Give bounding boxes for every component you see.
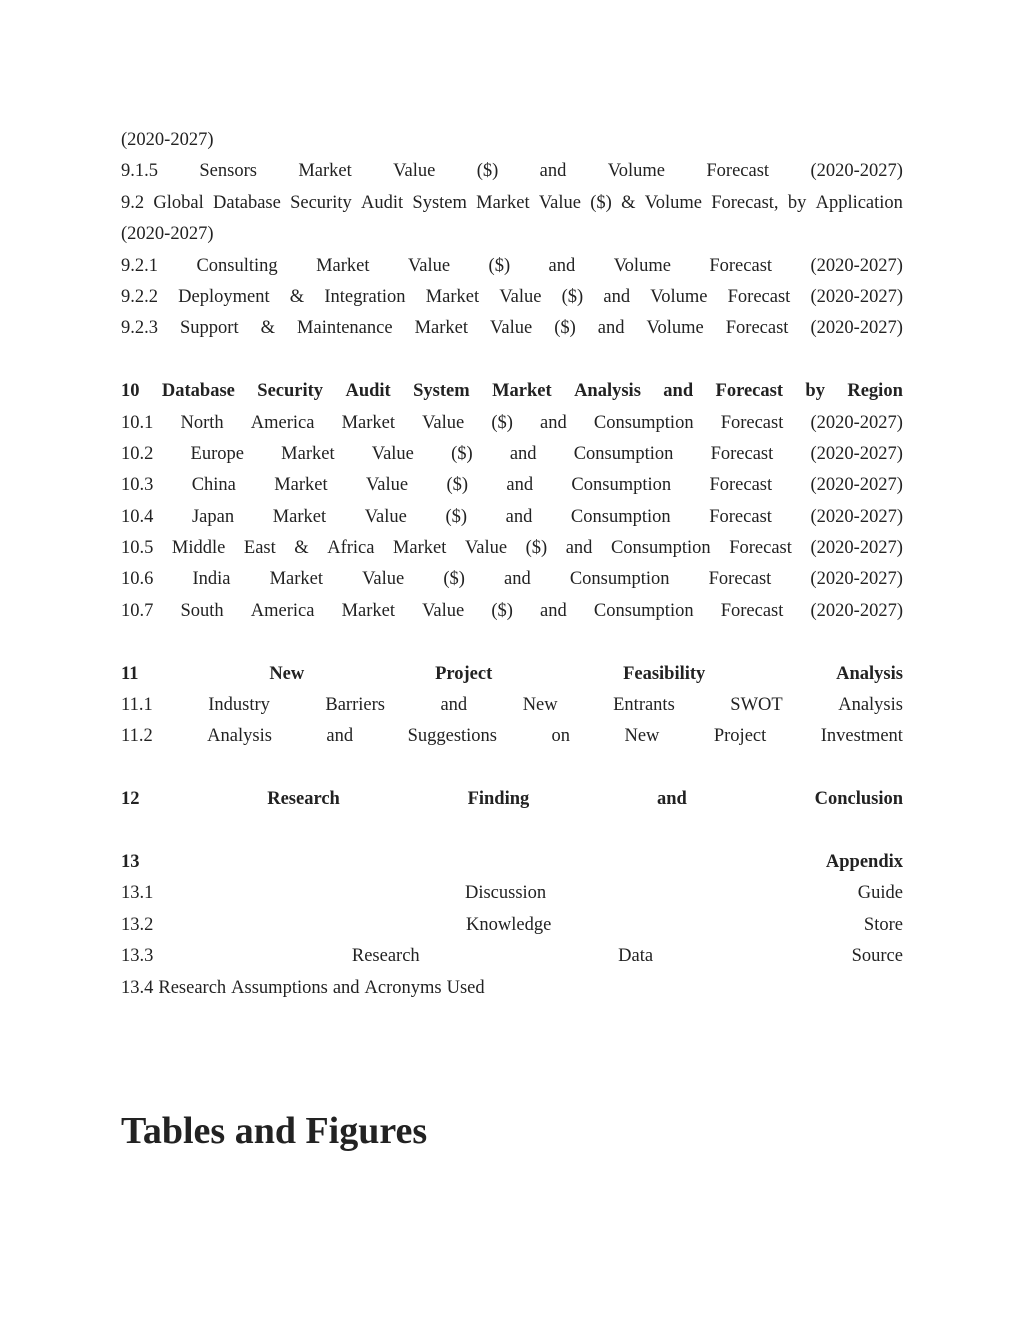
toc-section-heading	[121, 659, 903, 690]
toc-entry	[121, 564, 903, 595]
toc-word: 11	[121, 663, 139, 684]
toc-word: Consumption	[610, 538, 711, 559]
toc-word: and	[440, 695, 468, 716]
toc-word: Data	[618, 946, 654, 967]
toc-entry	[121, 941, 903, 972]
toc-word: &	[294, 538, 309, 559]
toc-word: Forecast	[709, 506, 772, 527]
toc-word: Source	[851, 946, 903, 967]
toc-word: Audit	[345, 381, 391, 402]
toc-word: and	[540, 412, 567, 433]
toc-entry	[121, 439, 903, 470]
toc-word: &	[260, 318, 276, 339]
toc-word: Knowledge	[466, 914, 552, 935]
toc-word: 10.1	[121, 412, 154, 433]
toc-word: and	[597, 318, 625, 339]
toc-word: on	[551, 726, 570, 747]
toc-word: Volume	[646, 318, 704, 339]
toc-word: Market	[281, 443, 335, 464]
toc-word: Value	[371, 443, 414, 464]
toc-word: Market	[392, 538, 447, 559]
toc-word: &	[289, 286, 305, 307]
toc-word: India	[192, 569, 231, 590]
toc-word: Maintenance	[297, 318, 393, 339]
toc-word: South	[180, 600, 224, 621]
toc-section-heading	[121, 376, 903, 407]
toc-word: and	[332, 977, 360, 998]
toc-word: Value	[364, 506, 407, 527]
toc-word: and	[548, 255, 576, 276]
toc-entry	[121, 502, 903, 533]
toc-word: Market	[272, 506, 327, 527]
toc-word: (2020-2027)	[810, 506, 903, 527]
toc-word: Research	[267, 789, 340, 810]
toc-word: and	[540, 600, 567, 621]
toc-word: and	[326, 726, 354, 747]
toc-word: ($)	[476, 161, 499, 182]
toc-word: (2020-2027)	[810, 286, 903, 307]
toc-word: Audit	[361, 192, 404, 213]
table-of-contents	[121, 125, 903, 1004]
toc-word: Database	[213, 192, 281, 213]
toc-word: 9.2.2	[121, 286, 158, 307]
toc-word: America	[250, 412, 315, 433]
toc-word: Feasibility	[623, 663, 706, 684]
toc-word: Africa	[327, 538, 375, 559]
toc-word: Market	[274, 475, 328, 496]
toc-word: (2020-2027)	[810, 443, 903, 464]
toc-word: Region	[847, 381, 903, 402]
toc-section-heading	[121, 784, 903, 815]
toc-word: Forecast	[715, 381, 783, 402]
toc-word: Market	[492, 381, 552, 402]
toc-word: &	[621, 192, 636, 213]
toc-word: Volume	[607, 161, 665, 182]
toc-word: East	[243, 538, 276, 559]
toc-word: Industry	[208, 695, 270, 716]
toc-word: 11.1	[121, 695, 153, 716]
toc-word: Discussion	[464, 883, 547, 904]
toc-entry	[121, 470, 903, 501]
toc-word: 10.6	[121, 569, 154, 590]
toc-word: Volume	[644, 192, 702, 213]
toc-word: and	[505, 506, 533, 527]
toc-entry	[121, 533, 903, 564]
toc-word: Forecast	[709, 475, 773, 496]
toc-entry	[121, 219, 903, 250]
toc-word: Analysis	[836, 663, 903, 684]
toc-word: Value	[490, 318, 533, 339]
toc-word: Investment	[820, 726, 903, 747]
toc-word: ($)	[554, 318, 576, 339]
toc-word: (2020-2027)	[810, 569, 903, 590]
toc-word: and	[663, 381, 694, 402]
toc-word: Database	[161, 381, 235, 402]
toc-word: 10	[121, 381, 140, 402]
toc-word: 9.2	[121, 192, 145, 213]
toc-word: Value	[422, 600, 465, 621]
toc-word: (2020-2027)	[121, 130, 214, 150]
toc-word: 9.1.5	[121, 161, 158, 182]
toc-word: Value	[393, 161, 436, 182]
toc-entry	[121, 156, 903, 187]
toc-entry	[121, 690, 903, 721]
toc-word: and	[539, 161, 567, 182]
toc-word: Research	[351, 946, 420, 967]
toc-entry	[121, 596, 903, 627]
toc-entry	[121, 878, 903, 909]
toc-word: Forecast	[710, 443, 774, 464]
toc-word: Forecast	[706, 161, 770, 182]
toc-word: Security	[257, 381, 324, 402]
toc-word: ($)	[446, 475, 469, 496]
toc-word: Application	[815, 192, 903, 213]
toc-word: America	[250, 600, 315, 621]
toc-entry	[121, 408, 903, 439]
toc-word: Analysis	[207, 726, 272, 747]
toc-word: Guide	[857, 883, 903, 904]
toc-word: and	[509, 443, 537, 464]
toc-word: (2020-2027)	[810, 255, 903, 276]
toc-word: 10.5	[121, 538, 154, 559]
toc-word: 9.2.3	[121, 318, 158, 339]
toc-word: SWOT	[730, 695, 783, 716]
toc-word: and	[504, 569, 531, 590]
toc-word: Market	[298, 161, 352, 182]
toc-word: Forecast	[708, 569, 772, 590]
toc-word: Consumption	[569, 569, 670, 590]
blank-line	[121, 816, 903, 847]
toc-entry	[121, 721, 903, 752]
toc-word: Security	[290, 192, 352, 213]
toc-word: 11.2	[121, 726, 153, 747]
toc-word: Research	[158, 977, 227, 998]
toc-word: Project	[713, 726, 767, 747]
toc-entry	[121, 125, 903, 156]
toc-word: China	[191, 475, 236, 496]
toc-entry	[121, 282, 903, 313]
toc-word: 12	[121, 789, 140, 810]
toc-word: (2020-2027)	[810, 412, 903, 433]
toc-word: and	[506, 475, 534, 496]
toc-word: System	[412, 192, 467, 213]
toc-word: System	[413, 381, 470, 402]
toc-word: Analysis	[574, 381, 641, 402]
toc-word: Forecast	[729, 538, 792, 559]
toc-word: ($)	[491, 412, 513, 433]
toc-word: ($)	[445, 506, 468, 527]
toc-word: Consumption	[570, 506, 671, 527]
toc-word: ($)	[451, 443, 473, 464]
toc-word: New	[624, 726, 660, 747]
toc-word: ($)	[525, 538, 548, 559]
toc-word: Market	[476, 192, 530, 213]
toc-word: Forecast,	[711, 192, 779, 213]
toc-word: Market	[341, 600, 396, 621]
toc-word: Market	[341, 412, 395, 433]
toc-word: Analysis	[838, 695, 903, 716]
toc-word: Entrants	[613, 695, 675, 716]
toc-word: and	[657, 789, 687, 810]
toc-word: (2020-2027)	[810, 600, 903, 621]
toc-entry	[121, 188, 903, 219]
toc-word: 13.2	[121, 914, 154, 935]
toc-word: (2020-2027)	[810, 475, 903, 496]
toc-word: 13	[121, 851, 140, 872]
toc-word: North	[180, 412, 224, 433]
toc-word: 10.2	[121, 443, 154, 464]
toc-word: Forecast	[709, 255, 773, 276]
toc-word: Forecast	[727, 286, 791, 307]
toc-word: 9.2.1	[121, 255, 158, 276]
toc-word: New	[269, 663, 305, 684]
toc-word: Global	[153, 192, 204, 213]
toc-entry	[121, 313, 903, 344]
toc-word: 10.4	[121, 506, 154, 527]
toc-word: Market	[425, 286, 480, 307]
toc-word: Project	[435, 663, 493, 684]
toc-word: by	[787, 192, 807, 213]
toc-word: Value	[366, 475, 409, 496]
toc-word: (2020-2027)	[810, 161, 903, 182]
toc-section-heading	[121, 847, 903, 878]
toc-word: (2020-2027)	[121, 224, 214, 245]
toc-word: Consumption	[573, 443, 674, 464]
toc-word: Forecast	[720, 600, 784, 621]
toc-word: 10.3	[121, 475, 154, 496]
toc-word: (2020-2027)	[810, 318, 903, 339]
toc-word: ($)	[561, 286, 584, 307]
toc-word: Barriers	[325, 695, 385, 716]
toc-word: Used	[446, 977, 485, 998]
toc-word: Value	[362, 569, 405, 590]
toc-word: Finding	[467, 789, 530, 810]
toc-word: Value	[422, 412, 465, 433]
toc-word: 13.1	[121, 883, 154, 904]
toc-word: Appendix	[825, 851, 903, 872]
toc-word: Store	[863, 914, 903, 935]
toc-word: Acronyms	[364, 977, 442, 998]
toc-word: Consumption	[571, 475, 672, 496]
toc-word: Japan	[191, 506, 235, 527]
toc-word: ($)	[491, 600, 513, 621]
toc-word: ($)	[488, 255, 511, 276]
toc-word: Volume	[650, 286, 708, 307]
toc-entry	[121, 251, 903, 282]
toc-word: Europe	[190, 443, 244, 464]
toc-word: Conclusion	[814, 789, 903, 810]
toc-word: Integration	[324, 286, 406, 307]
toc-word: 13.3	[121, 946, 154, 967]
toc-entry	[121, 910, 903, 941]
toc-word: Sensors	[199, 161, 257, 182]
blank-line	[121, 627, 903, 658]
toc-word: New	[522, 695, 558, 716]
blank-line	[121, 753, 903, 784]
toc-word: Suggestions	[407, 726, 498, 747]
toc-word: Middle	[171, 538, 226, 559]
toc-word: Deployment	[178, 286, 270, 307]
toc-word: Market	[269, 569, 324, 590]
toc-word: Consumption	[593, 600, 694, 621]
toc-entry	[121, 973, 903, 1004]
toc-word: Market	[414, 318, 469, 339]
section-heading-tables-and-figures: Tables and Figures	[121, 1110, 428, 1152]
toc-word: by	[805, 381, 825, 402]
toc-word: Consulting	[196, 255, 278, 276]
toc-word: and	[603, 286, 631, 307]
toc-word: Consumption	[593, 412, 694, 433]
toc-word: Value	[499, 286, 542, 307]
toc-word: Market	[316, 255, 370, 276]
toc-word: ($)	[443, 569, 465, 590]
toc-word: Forecast	[725, 318, 789, 339]
blank-line	[121, 345, 903, 376]
toc-word: Value	[407, 255, 451, 276]
toc-word: and	[565, 538, 593, 559]
toc-word: 13.4	[121, 977, 154, 998]
toc-word: Volume	[613, 255, 671, 276]
toc-word: Assumptions	[231, 977, 328, 998]
toc-word: Value	[538, 192, 581, 213]
toc-word: Forecast	[720, 412, 784, 433]
toc-word: 10.7	[121, 600, 154, 621]
toc-word: Support	[180, 318, 239, 339]
toc-word: (2020-2027)	[810, 538, 903, 559]
toc-word: ($)	[590, 192, 612, 213]
toc-word: Value	[464, 538, 508, 559]
